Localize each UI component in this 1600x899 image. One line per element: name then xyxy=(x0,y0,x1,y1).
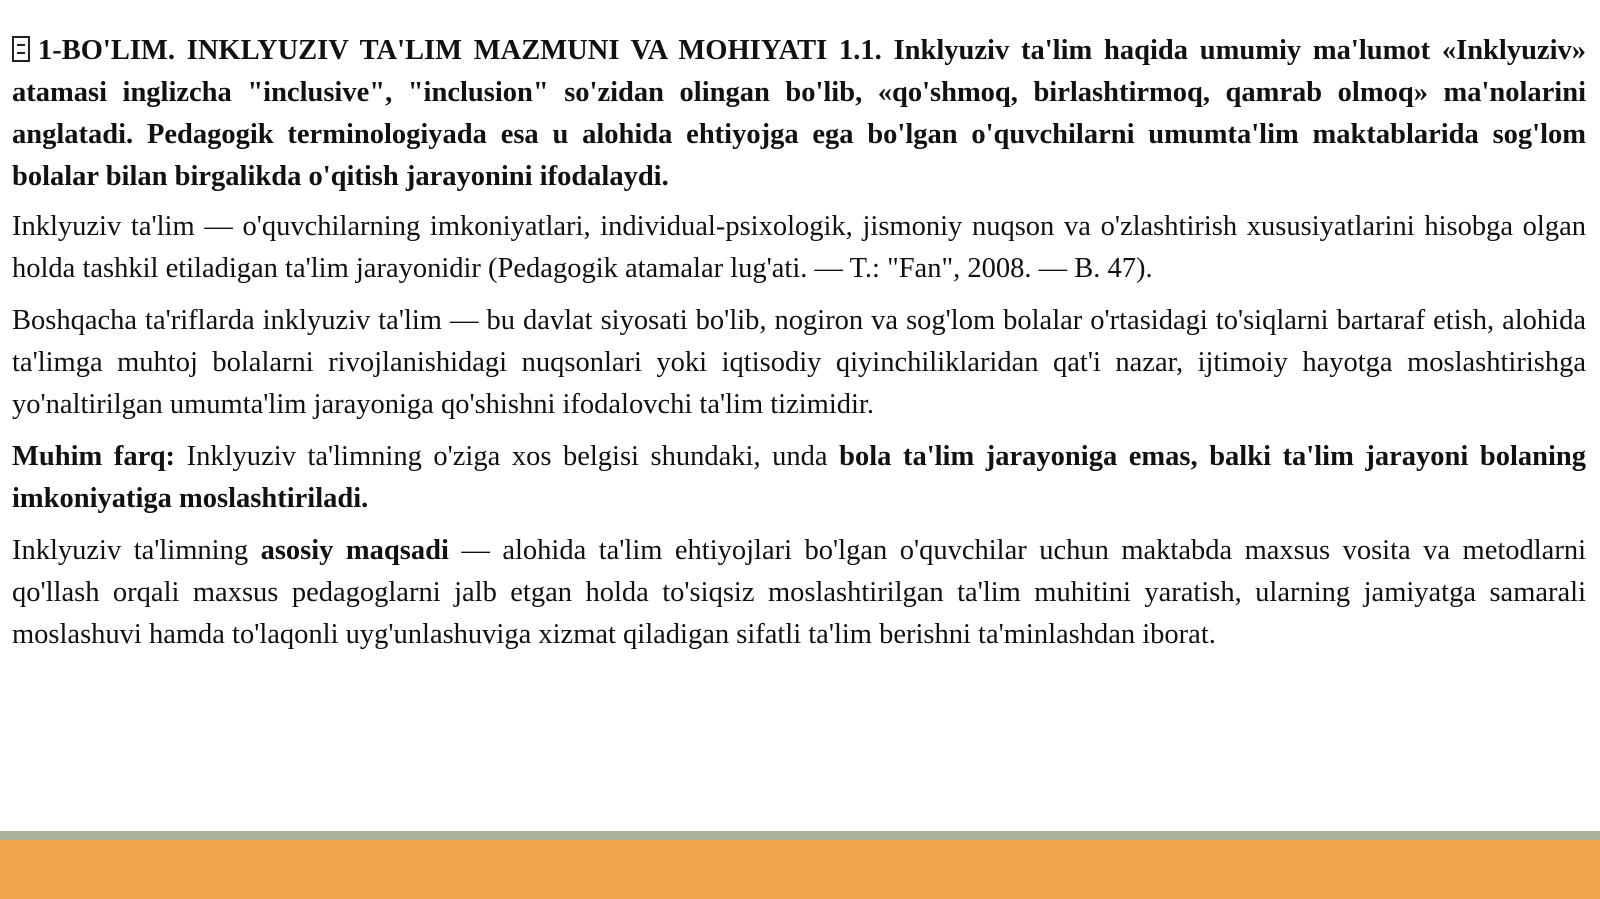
footer-band xyxy=(0,840,1600,899)
other-definitions-paragraph: Boshqacha ta'riflarda inklyuziv ta'lim — bu davlat siyosati bo'lib, nogiron va sog'lom bolalar o'rtasidagi to'siqlarni bartaraf etish, alohida ta'limga muhtoj bolalarni rivojlanishidagi nuqsonlari yoki iqtisodiy qiyinchiliklaridan qat'i nazar, ijtimoiy hayotga moslashtirishga yo'naltirilgan umumta'lim jarayoniga qo'shishni ifodalovchi ta'lim tizimidir. xyxy=(12,305,1586,420)
difference-paragraph xyxy=(12,436,1586,520)
missing-glyph-icon xyxy=(12,36,30,62)
difference-text: Inklyuziv ta'limning o'ziga xos belgisi shundaki, unda xyxy=(175,441,840,472)
goal-emphasis: asosiy maqsadi xyxy=(260,535,449,566)
goal-paragraph xyxy=(12,530,1586,656)
goal-prefix: Inklyuziv ta'limning xyxy=(12,535,261,566)
definition-paragraph: Inklyuziv ta'lim — o'quvchilarning imkoniyatlari, individual-psixologik, jismoniy nuqson va o'zlashtirish xususiyatlarini hisobga olgan holda tashkil etiladigan ta'lim jarayonidir (Pedagogik atamalar lug'ati. — T.: "Fan", 2008. — B. 47). xyxy=(12,211,1586,284)
goal-text: — alohida ta'lim ehtiyojlari bo'lgan o'quvchilar uchun maktabda maxsus vosita va metodlarni qo'llash orqali maxsus pedagoglarni jalb etgan holda to'siqsiz moslashtirilgan ta'lim muhitini yaratish, ularning jamiyatga samarali moslashuvi hamda to'laqonli uyg'unlashuviga xizmat qiladigan sifatli ta'lim berishni ta'minlashdan iborat. xyxy=(12,535,1586,650)
heading-text: 1-BO'LIM. INKLYUZIV TA'LIM MAZMUNI VA MOHIYATI 1.1. Inklyuziv ta'lim haqida umumiy ma'lumot «Inklyuziv» atamasi inglizcha "inclusive", "inclusion" so'zidan olingan bo'lib, «qo'shmoq, birlashtirmoq, qamrab olmoq» ma'nolarini anglatadi. Pedagogik terminologiyada esa u alohida ehtiyojga ega bo'lgan o'quvchilarni umumta'lim maktablarida sog'lom bolalar bilan birgalikda o'qitish jarayonini ifodalaydi. xyxy=(12,35,1586,192)
difference-emphasis: bola ta'lim jarayoniga emas, balki ta'lim jarayoni bolaning imkoniyatiga moslashtiriladi. xyxy=(12,441,1586,514)
slide-content xyxy=(12,30,1586,666)
difference-label: Muhim farq: xyxy=(12,441,176,472)
section-heading xyxy=(12,30,1586,198)
footer-band-top xyxy=(0,831,1600,840)
